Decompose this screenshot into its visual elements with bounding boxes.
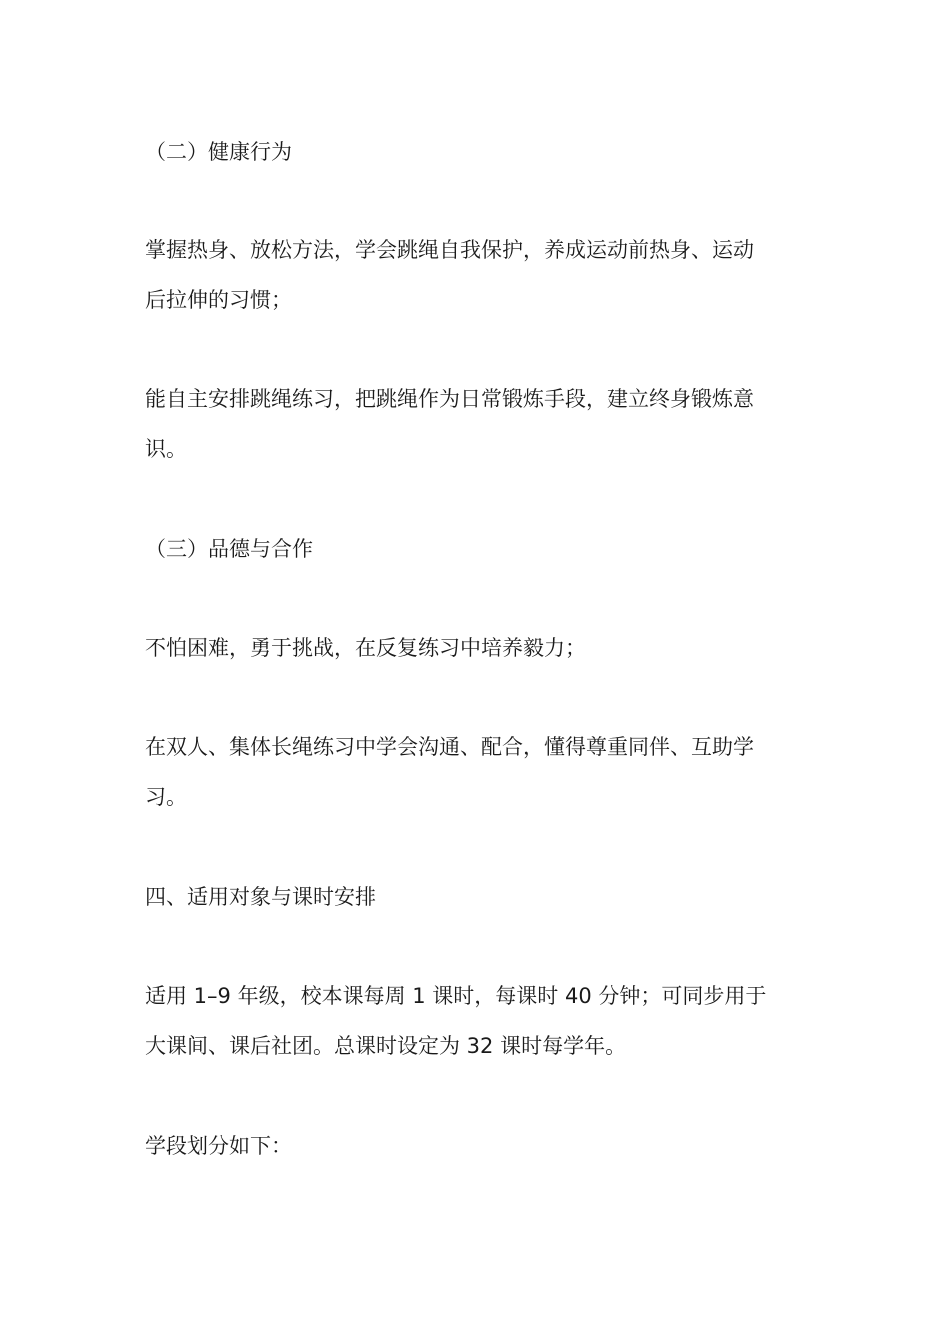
section-3-heading (145, 524, 815, 574)
section-3-paragraph-1 (145, 623, 815, 673)
section-4-paragraph-2 (145, 1121, 815, 1171)
section-4-heading (145, 872, 815, 922)
section-2-paragraph-2-line-1: 能自主安排跳绳练习，把跳绳作为日常锻炼手段，建立终身锻炼意 (145, 387, 754, 411)
section-3-heading-text: （三）品德与合作 (145, 537, 313, 561)
section-3-paragraph-2-line-1: 在双人、集体长绳练习中学会沟通、配合，懂得尊重同伴、互助学 (145, 735, 754, 759)
section-3-paragraph-1-text: 不怕困难，勇于挑战，在反复练习中培养毅力； (145, 636, 586, 660)
section-4-paragraph-2-text: 学段划分如下： (145, 1134, 292, 1158)
section-2-heading-text: （二）健康行为 (145, 140, 292, 164)
section-3-paragraph-2-line-2: 习。 (145, 785, 187, 809)
section-2-paragraph-1 (145, 225, 815, 325)
section-3-paragraph-2 (145, 722, 815, 822)
section-2-heading (145, 127, 815, 177)
section-2-paragraph-2-line-2: 识。 (145, 437, 187, 461)
section-4-heading-text: 四、适用对象与课时安排 (145, 885, 376, 909)
section-2-paragraph-2 (145, 374, 815, 474)
section-2-paragraph-1-line-1: 掌握热身、放松方法，学会跳绳自我保护，养成运动前热身、运动 (145, 238, 754, 262)
section-2-paragraph-1-line-2: 后拉伸的习惯； (145, 288, 292, 312)
section-4-paragraph-1-line-2: 大课间、课后社团。总课时设定为 32 课时每学年。 (145, 1034, 627, 1058)
section-4-paragraph-1 (145, 971, 815, 1071)
section-4-paragraph-1-line-1: 适用 1–9 年级，校本课每周 1 课时，每课时 40 分钟；可同步用于 (145, 984, 767, 1008)
